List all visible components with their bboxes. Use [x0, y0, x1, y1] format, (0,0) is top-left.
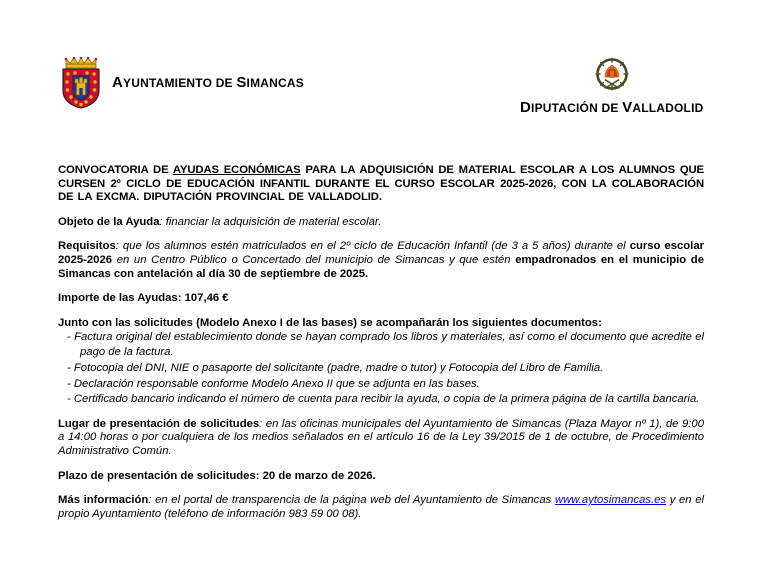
title-part-one: CONVOCATORIA DE [58, 164, 173, 176]
lugar-separator: : [259, 417, 266, 430]
objeto-label: Objeto de la Ayuda [58, 215, 160, 228]
list-item: - Fotocopia del DNI, NIE o pasaporte del solicitante (padre, madre o tutor) y Fotocopia del Libro de Familia. [67, 361, 604, 374]
list-item: - Declaración responsable conforme Modelo Anexo II que se adjunta en las bases. [67, 377, 480, 390]
document-body [58, 164, 704, 532]
ayuntamiento-name-de: DE [215, 76, 233, 90]
document-header [0, 55, 759, 125]
requisitos-paragraph [58, 240, 704, 281]
simancas-coat-of-arms-icon [58, 57, 104, 109]
requisitos-bold-residency: empadronados en el municipio de Simancas con antelación al día 30 de septiembre de 2025. [58, 253, 704, 280]
diputacion-name-rest: IPUTACIÓN [531, 101, 598, 115]
ayuntamiento-city-rest: IMANCAS [246, 76, 304, 90]
diputacion-logo-block [520, 55, 703, 117]
diputacion-name-de: DE [601, 101, 619, 115]
requisitos-text-two: en un Centro Público o Concertado del municipio de Simancas y que estén [112, 253, 516, 266]
ayuntamiento-name-initial: A [112, 74, 124, 91]
aytosimancas-website-link[interactable]: www.aytosimancas.es [554, 494, 667, 507]
documentos-intro: Junto con las solicitudes (Modelo Anexo I de las bases) se acompañarán los siguientes documentos: [58, 316, 602, 329]
mas-informacion-text-two: y en el propio Ayuntamiento (teléfono de información 983 59 00 08). [58, 494, 705, 520]
requisitos-label: Requisitos [58, 240, 116, 253]
list-item: - Certificado bancario indicando el número de cuenta para recibir la ayuda, o copia de la primera página de la cartilla bancaria. [67, 393, 700, 406]
mas-informacion-separator: : [148, 494, 156, 507]
ayuntamiento-name-rest: YUNTAMIENTO [123, 76, 213, 90]
ayuntamiento-city-initial: S [236, 74, 247, 91]
diputacion-name-initial: D [520, 99, 532, 116]
objeto-text: financiar la adquisición de material escolar. [165, 215, 382, 228]
objeto-paragraph [58, 216, 704, 230]
documentos-list [58, 330, 704, 407]
mas-informacion-paragraph [58, 494, 704, 521]
requisitos-text-one: que los alumnos estén matriculados en el 2º ciclo de Educación Infantil (de 3 a 5 años) durante el [122, 240, 630, 253]
title-underlined-term: AYUDAS ECONÓMICAS [172, 164, 301, 176]
lugar-label: Lugar de presentación de solicitudes [58, 417, 260, 430]
lugar-text: en las oficinas municipales del Ayuntamiento de Simancas (Plaza Mayor nº 1), de 9:00 a 14:00 horas o por cualquiera de los medios señalados en el artículo 16 de la Ley 39/2015 de 1 de octubre, de Procedimiento Administrativo Común. [58, 417, 704, 458]
diputacion-valladolid-seal-icon [591, 55, 633, 95]
list-item: - Factura original del establecimiento donde se hayan comprado los libros y materiales, así como el documento que acredite el pago de la factura. [67, 331, 704, 358]
title-part-two: PARA LA ADQUISICIÓN DE MATERIAL ESCOLAR A LOS ALUMNOS QUE CURSEN 2º CICLO DE EDUCACIÓN INFANTIL DURANTE EL CURSO ESCOLAR 2025-2026, CON LA COLABORACIÓN DE LA EXCMA. DIPUTACIÓN PROVINCIAL DE VALLADOLID. [58, 164, 704, 204]
diputacion-org-name [520, 99, 703, 117]
ayuntamiento-logo-block [58, 57, 304, 109]
requisitos-separator: : [115, 240, 123, 253]
ayuntamiento-org-name [112, 74, 304, 92]
diputacion-city-initial: V [622, 99, 633, 116]
mas-informacion-text-one: en el portal de transparencia de la página web del Ayuntamiento de Simancas [155, 494, 555, 507]
importe-paragraph: Importe de las Ayudas: 107,46 € [58, 292, 229, 305]
lugar-paragraph [58, 418, 704, 459]
objeto-separator: : [159, 215, 166, 228]
requisitos-bold-course-year: curso escolar 2025-2026 [58, 240, 704, 266]
diputacion-city-rest: ALLADOLID [632, 101, 704, 115]
plazo-paragraph: Plazo de presentación de solicitudes: 20 de marzo de 2026. [58, 469, 376, 482]
mas-informacion-label: Más información [58, 494, 149, 507]
document-title [58, 164, 704, 205]
